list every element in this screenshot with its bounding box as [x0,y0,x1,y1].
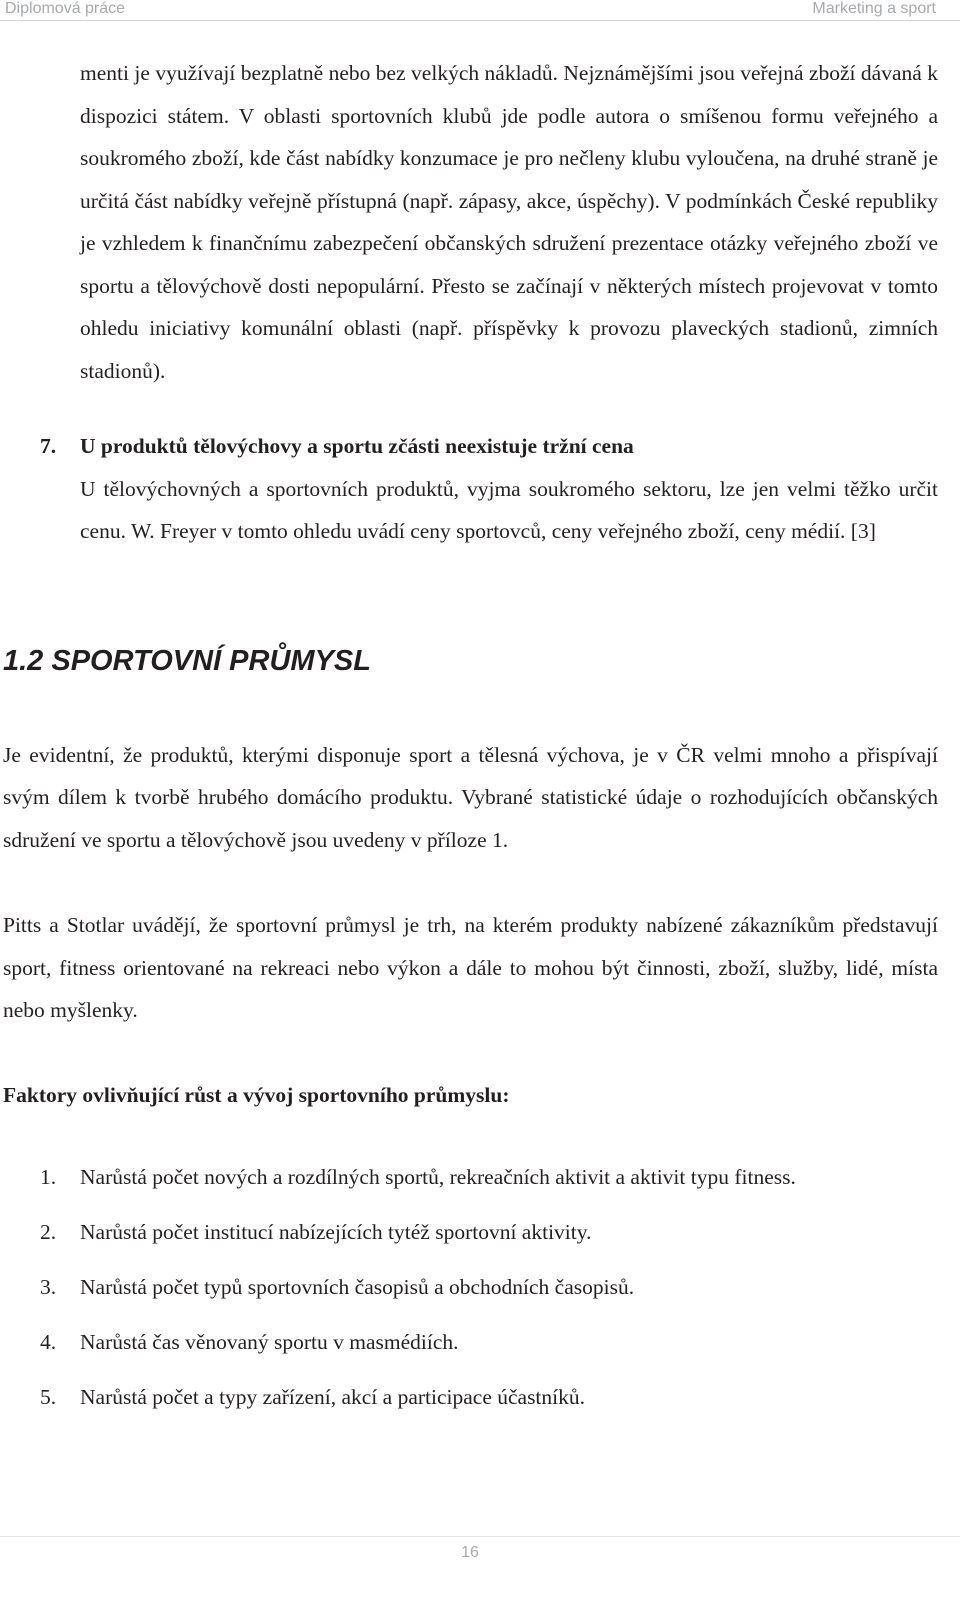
intro-paragraph: menti je využívají bezplatně nebo bez velkých nákladů. Nejznámějšími jsou veřejná zboží dávaná k dispozici státem. V oblasti sportovních klubů jde podle autora o smíšenou formu veřejného a soukromého zboží, kde část nabídky konzumace je pro nečleny klubu vyloučena, na druhé straně je určitá část nabídky veřejně přístupná (např. zápasy, akce, úspěchy). V podmínkách České republiky je vzhledem k finančnímu zabezpečení občanských sdružení prezentace otázky veřejného zboží ve sportu a tělovýchově dosti nepopulární. Přesto se začínají v některých místech projevovat v tomto ohledu iniciativy komunální oblasti (např. příspěvky k provozu plaveckých stadionů, zimních stadionů). [80,61,938,383]
factors-list [0,1150,958,1425]
list-item [0,1370,958,1425]
list-item [0,1260,958,1315]
list-item-number: 4. [40,1330,57,1354]
list-item [0,1315,958,1370]
header-divider [0,20,960,21]
section-paragraph-1: Je evidentní, že produktů, kterými disponuje sport a tělesná výchova, je v ČR velmi mnoho a přispívají svým dílem k tvorbě hrubého domácího produktu. Vybrané statistické údaje o rozhodujících občanských sdružení ve sportu a tělovýchově jsou uvedeny v příloze 1. [3,742,938,852]
section-paragraph-2: Pitts a Stotlar uvádějí, že sportovní průmysl je trh, na kterém produkty nabízené zákazníkům představují sport, fitness orientované na rekreaci nebo výkon a dále to mohou být činnosti, zboží, služby, lidé, místa nebo myšlenky. [3,913,938,1022]
spacer [0,861,958,904]
factors-subheading: Faktory ovlivňující růst a vývoj sportovního průmyslu: [3,1082,510,1107]
page-number: 16 [461,1544,479,1561]
header-document-topic: Marketing a sport [812,0,936,17]
point-7-heading [0,425,958,468]
point-7-number: 7. [40,434,57,458]
list-item-text: Narůstá počet nových a rozdílných sportů, rekreačních aktivit a aktivit typu fitness. [80,1165,796,1189]
list-item-number: 1. [40,1165,57,1189]
running-header [0,0,960,22]
list-item [0,1205,958,1260]
list-item-text: Narůstá počet typů sportovních časopisů a obchodních časopisů. [80,1275,635,1299]
list-item-number: 2. [40,1220,57,1244]
spacer [0,686,958,734]
section-heading: 1.2 SPORTOVNÍ PRŮMYSL [3,644,371,677]
point-7-title: U produktů tělovýchovy a sportu zčásti neexistuje tržní cena [80,434,634,458]
header-document-type: Diplomová práce [5,0,126,17]
list-item-number: 3. [40,1275,57,1299]
point-7-text: U tělovýchovných a sportovních produktů, vyjma soukromého sektoru, lze jen velmi těžko určit cenu. W. Freyer v tomto ohledu uvádí ceny sportovců, ceny veřejného zboží, ceny médií. [3] [80,476,938,543]
list-item-number: 5. [40,1385,57,1409]
footer-divider [0,1536,960,1537]
page-content [0,52,958,1425]
list-item-text: Narůstá počet a typy zařízení, akcí a participace účastníků. [80,1385,586,1409]
list-item [0,1150,958,1205]
list-item-text: Narůstá počet institucí nabízejících tytéž sportovní aktivity. [80,1220,592,1244]
list-item-text: Narůstá čas věnovaný sportu v masmédiích. [80,1330,459,1354]
